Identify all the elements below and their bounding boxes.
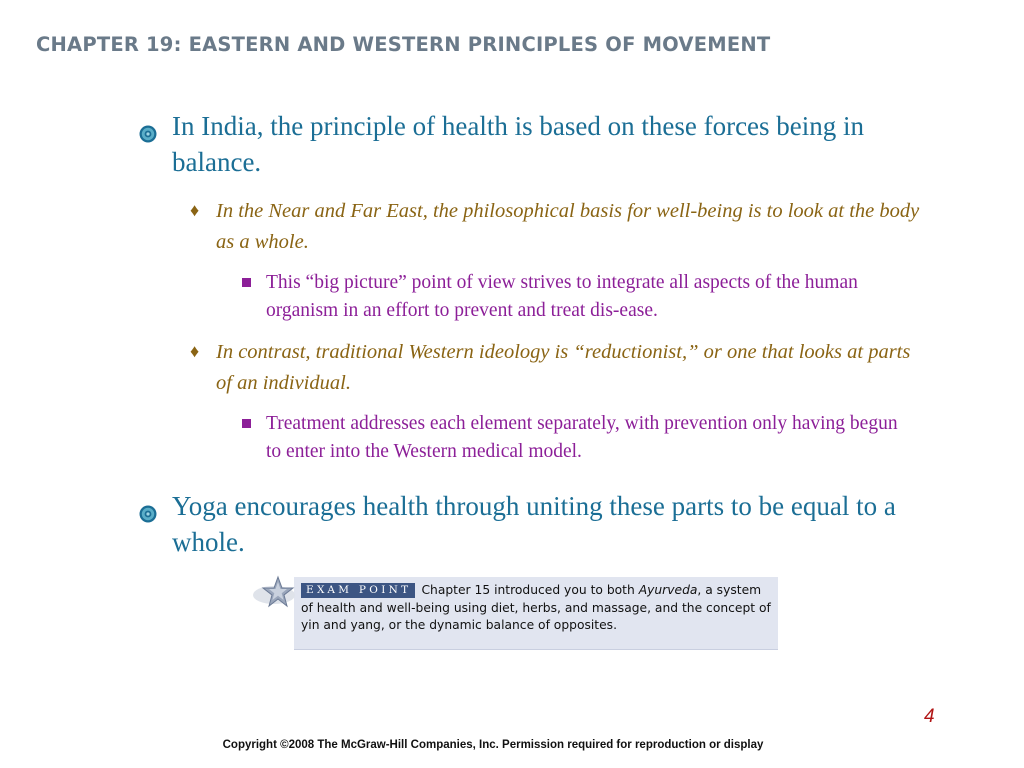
bullet-level-1 [138, 108, 928, 180]
teal-sunburst-icon [138, 108, 172, 153]
bullet-level-3 [240, 410, 910, 466]
bullet-text: This “big picture” point of view strives to integrate all aspects of the human organism in an effort to prevent and treat dis-ease. [266, 272, 858, 321]
exam-point-emphasis: Ayurveda [638, 583, 698, 597]
exam-point-text [301, 582, 772, 635]
exam-point-callout [252, 573, 780, 651]
star-icon [252, 573, 304, 613]
diamond-icon: ♦ [190, 200, 200, 220]
exam-point-text-after: , a system of health and well-being using diet, herbs, and massage, and the concept of yin and yang, or the dynamic balance of opposites. [301, 583, 771, 632]
slide-title: CHAPTER 19: EASTERN AND WESTERN PRINCIPLES OF MOVEMENT [36, 33, 771, 56]
bullet-text: In the Near and Far East, the philosophical basis for well-being is to look at the body as a whole. [216, 200, 920, 253]
exam-point-text-before: Chapter 15 introduced you to both [421, 583, 639, 597]
square-icon [240, 269, 266, 287]
exam-point-badge: EXAM POINT [301, 583, 415, 598]
page-number: 4 [924, 706, 935, 727]
exam-point-box [294, 577, 778, 650]
teal-sunburst-icon [138, 488, 172, 533]
diamond-icon: ♦ [190, 341, 200, 361]
bullet-text: Yoga encourages health through uniting these parts to be equal to a whole. [172, 491, 896, 557]
copyright-notice: Copyright ©2008 The McGraw-Hill Companies, Inc. Permission required for reproduction or display [222, 739, 764, 751]
bullet-text: Treatment addresses each element separately, with prevention only having begun to enter into the Western medical model. [266, 413, 898, 462]
square-icon [240, 410, 266, 428]
bullet-text: In contrast, traditional Western ideology is “reductionist,” or one that looks at parts of an individual. [216, 341, 911, 394]
bullet-level-2 [190, 196, 920, 258]
bullet-level-1 [138, 488, 928, 560]
bullet-level-3 [240, 269, 910, 325]
bullet-text: In India, the principle of health is based on these forces being in balance. [172, 111, 865, 177]
bullet-level-2 [190, 337, 920, 399]
